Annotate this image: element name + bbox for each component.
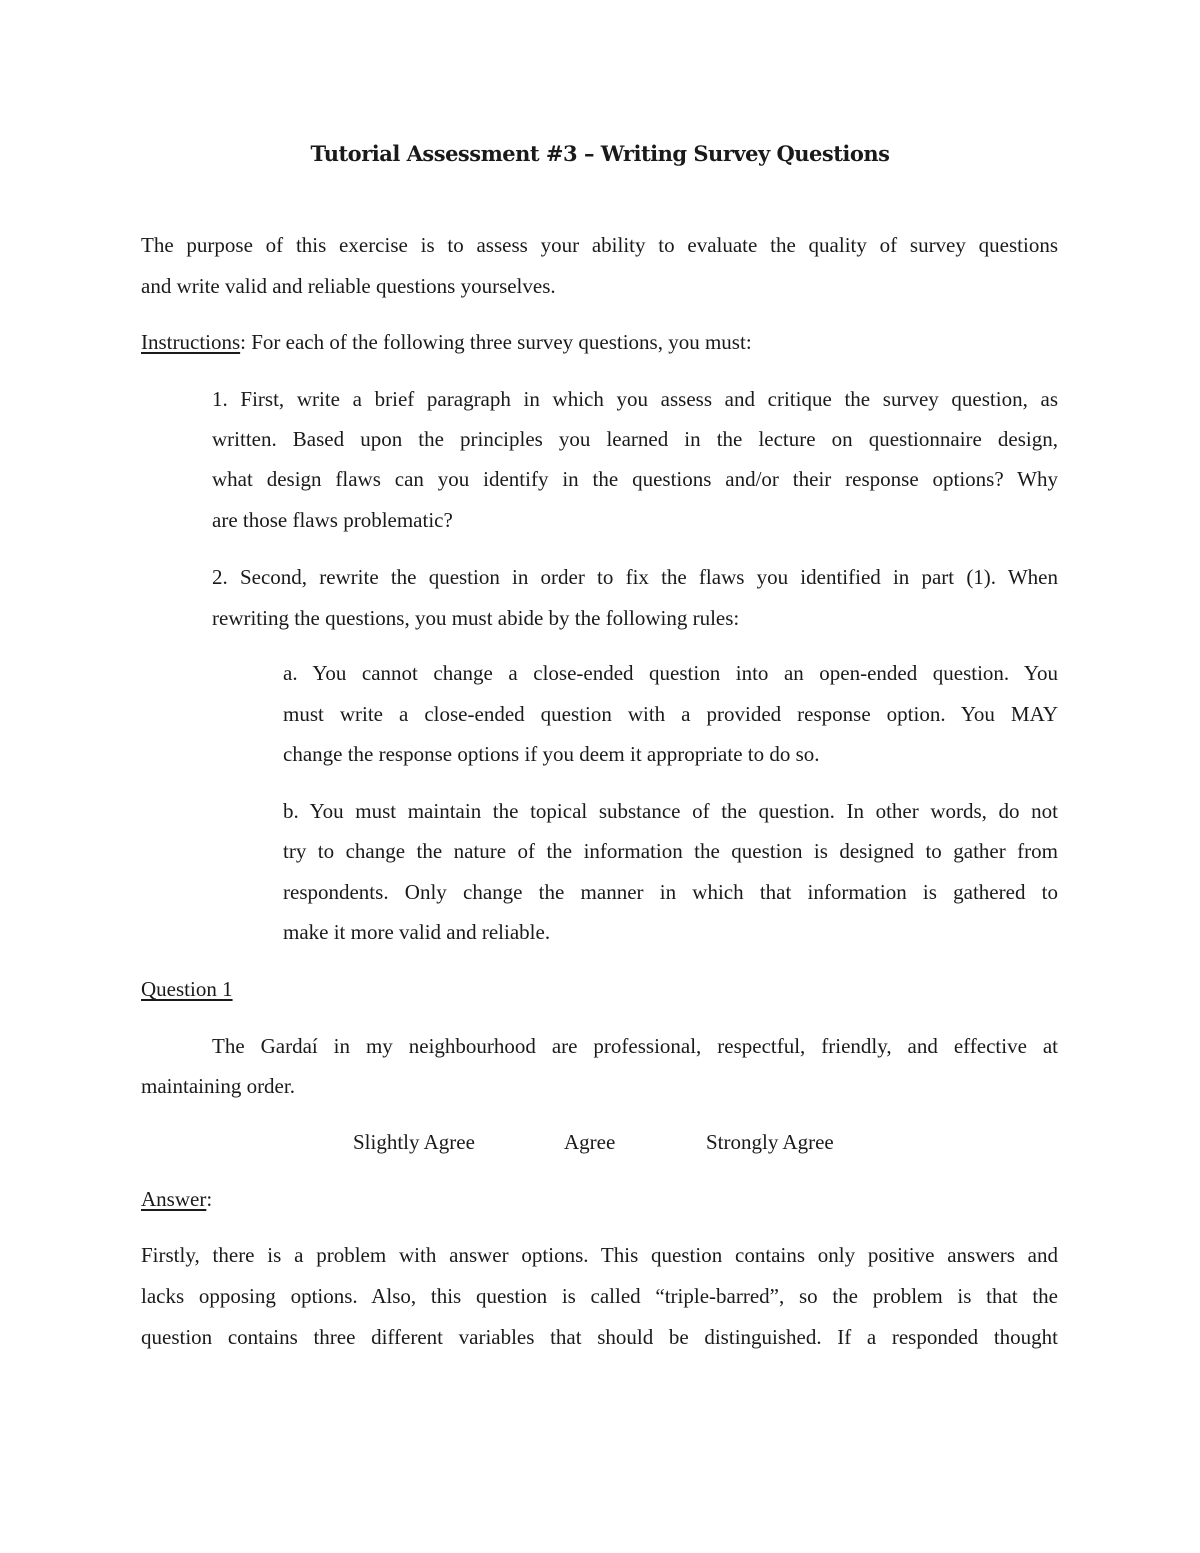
- step1-line-3: what design flaws can you identify in the questions and/or their response options? Why: [212, 467, 1058, 491]
- instructions-line: [141, 327, 752, 357]
- rule-a-line-3: change the response options if you deem it appropriate to do so.: [283, 742, 820, 766]
- instructions-text: : For each of the following three survey questions, you must:: [240, 330, 752, 354]
- rule-b-line-1: b. You must maintain the topical substance of the question. In other words, do not: [283, 799, 1058, 823]
- rule-a-line-2: must write a close-ended question with a provided response option. You MAY: [283, 702, 1058, 726]
- instructions-label: Instructions: [141, 330, 241, 354]
- question1-statement-line-1: The Gardaí in my neighbourhood are professional, respectful, friendly, and effective at: [212, 1034, 1058, 1058]
- step2-line-1: 2. Second, rewrite the question in order to fix the flaws you identified in part (1). When: [212, 565, 1058, 589]
- rule-a-line-1: a. You cannot change a close-ended question into an open-ended question. You: [283, 661, 1058, 685]
- answer-colon: :: [206, 1187, 213, 1211]
- question1-heading: Question 1: [141, 977, 233, 1001]
- question1-statement-line-2: maintaining order.: [141, 1074, 295, 1098]
- option-agree: Agree: [564, 1130, 616, 1154]
- intro-line-1: The purpose of this exercise is to assess your ability to evaluate the quality of survey questions: [141, 233, 1058, 257]
- rule-b-line-4: make it more valid and reliable.: [283, 920, 551, 944]
- answer-line-3: question contains three different variables that should be distinguished. If a responded thought: [141, 1325, 1058, 1349]
- step1-line-4: are those flaws problematic?: [212, 508, 453, 532]
- answer-label: Answer: [141, 1187, 207, 1211]
- step1-line-2: written. Based upon the principles you learned in the lecture on questionnaire design,: [212, 427, 1058, 451]
- answer-line-1: Firstly, there is a problem with answer options. This question contains only positive answers and: [141, 1243, 1058, 1267]
- rule-b-line-2: try to change the nature of the information the question is designed to gather from: [283, 839, 1058, 863]
- rule-b-line-3: respondents. Only change the manner in which that information is gathered to: [283, 880, 1058, 904]
- step2-line-2: rewriting the questions, you must abide by the following rules:: [212, 606, 740, 630]
- option-slightly-agree: Slightly Agree: [353, 1130, 475, 1154]
- intro-line-2: and write valid and reliable questions yourselves.: [141, 274, 556, 298]
- answer-heading: [141, 1184, 212, 1214]
- page-title: Tutorial Assessment #3 – Writing Survey Questions: [310, 141, 890, 166]
- step1-line-1: 1. First, write a brief paragraph in which you assess and critique the survey question, as: [212, 387, 1058, 411]
- option-strongly-agree: Strongly Agree: [706, 1130, 834, 1154]
- answer-line-2: lacks opposing options. Also, this question is called “triple-barred”, so the problem is that the: [141, 1284, 1058, 1308]
